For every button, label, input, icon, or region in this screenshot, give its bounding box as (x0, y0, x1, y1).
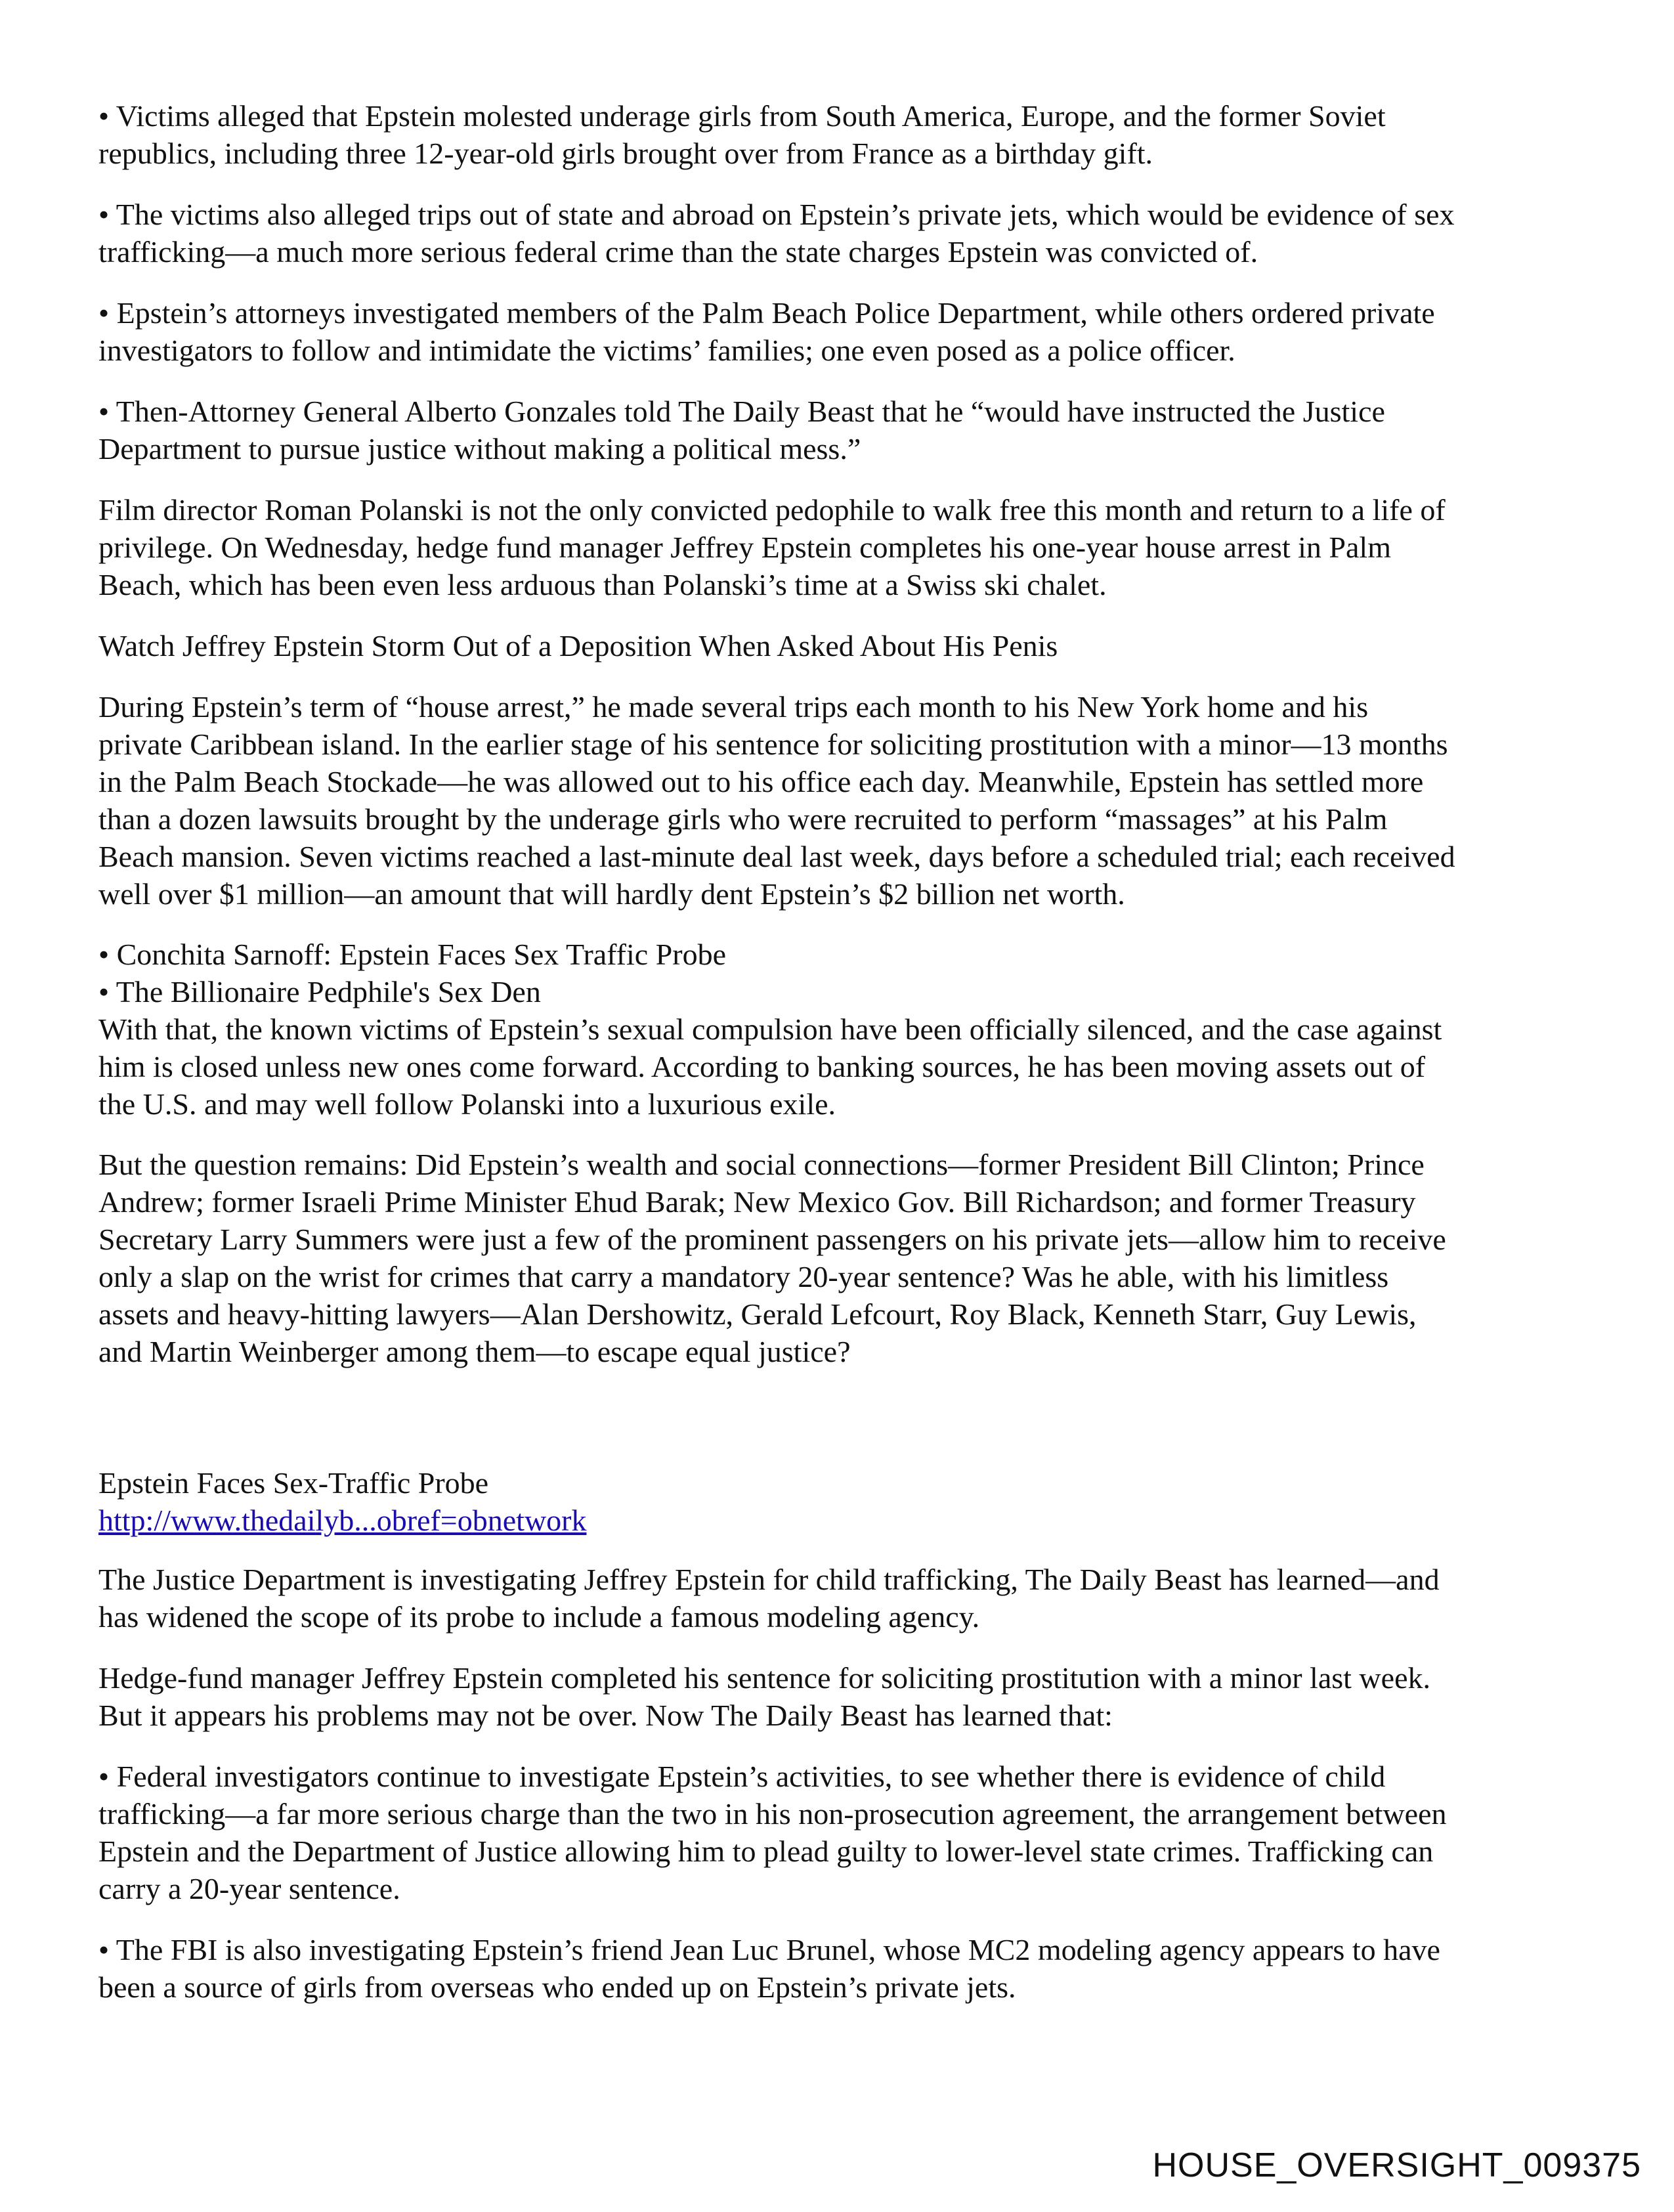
paragraph-house-arrest (98, 688, 1608, 913)
text-line: But the question remains: Did Epstein’s wealth and social connections—former President Bill Clinton; Prince (98, 1148, 1425, 1181)
text-line: • Victims alleged that Epstein molested underage girls from South America, Europe, and the former Soviet (98, 99, 1386, 133)
text-line: assets and heavy-hitting lawyers—Alan Dershowitz, Gerald Lefcourt, Roy Black, Kenneth Starr, Guy Lewis, (98, 1297, 1417, 1331)
text-line: • Then-Attorney General Alberto Gonzales told The Daily Beast that he “would have instructed the Justice (98, 395, 1385, 428)
text-line: • The Billionaire Pedphile's Sex Den (98, 975, 541, 1008)
text-line: • Conchita Sarnoff: Epstein Faces Sex Traffic Probe (98, 938, 727, 971)
text-line: private Caribbean island. In the earlier stage of his sentence for soliciting prostitution with a minor—13 months (98, 727, 1448, 761)
bates-number: HOUSE_OVERSIGHT_009375 (1152, 2146, 1641, 2184)
text-line: But it appears his problems may not be over. Now The Daily Beast has learned that: (98, 1699, 1113, 1732)
text-line: in the Palm Beach Stockade—he was allowed out to his office each day. Meanwhile, Epstein has settled more (98, 765, 1424, 798)
source-link[interactable]: http://www.thedailyb...obref=obnetwork (98, 1504, 587, 1537)
text-line: • The victims also alleged trips out of state and abroad on Epstein’s private jets, which would be evidence of sex (98, 198, 1455, 231)
bullet-victims-alleged (98, 97, 1608, 172)
text-line: well over $1 million—an amount that will hardly dent Epstein’s $2 billion net worth. (98, 877, 1125, 911)
bullet-gonzales-quote (98, 393, 1608, 467)
text-line: • The FBI is also investigating Epstein’s friend Jean Luc Brunel, whose MC2 modeling agency appears to have (98, 1933, 1440, 1966)
text-line: has widened the scope of its probe to include a famous modeling agency. (98, 1600, 980, 1634)
text-line: • Epstein’s attorneys investigated members of the Palm Beach Police Department, while others ordered private (98, 296, 1435, 330)
bullet-federal-investigators (98, 1758, 1608, 1907)
text-line: Hedge-fund manager Jeffrey Epstein completed his sentence for soliciting prostitution with a minor last week. (98, 1661, 1430, 1695)
paragraph-sentence-completed (98, 1659, 1608, 1734)
paragraph-question-remains (98, 1146, 1608, 1370)
text-line: been a source of girls from overseas who ended up on Epstein’s private jets. (98, 1970, 1016, 2004)
text-line: carry a 20-year sentence. (98, 1872, 400, 1905)
text-line: With that, the known victims of Epstein’s sexual compulsion have been officially silenced, and the case against (98, 1012, 1442, 1046)
bullet-private-jets (98, 196, 1608, 271)
article-title (98, 1464, 1608, 1502)
text-line: the U.S. and may well follow Polanski into a luxurious exile. (98, 1087, 836, 1121)
text-line: • Federal investigators continue to investigate Epstein’s activities, to see whether there is evidence of child (98, 1760, 1386, 1793)
text-line: privilege. On Wednesday, hedge fund manager Jeffrey Epstein completes his one-year house arrest in Palm (98, 531, 1391, 564)
text-line: Film director Roman Polanski is not the only convicted pedophile to walk free this month and return to a life of (98, 493, 1446, 527)
article-link-paragraph (98, 1502, 1608, 1539)
text-line: Beach, which has been even less arduous than Polanski’s time at a Swiss ski chalet. (98, 568, 1107, 601)
text-line: Epstein and the Department of Justice allowing him to plead guilty to lower-level state crimes. Trafficking can (98, 1834, 1434, 1868)
text-line: investigators to follow and intimidate the victims’ families; one even posed as a police officer. (98, 334, 1235, 367)
bullet-fbi-brunel (98, 1931, 1608, 2006)
text-line: Andrew; former Israeli Prime Minister Ehud Barak; New Mexico Gov. Bill Richardson; and former Treasury (98, 1185, 1416, 1219)
text-line: Epstein Faces Sex-Traffic Probe (98, 1466, 489, 1500)
text-line: The Justice Department is investigating Jeffrey Epstein for child trafficking, The Daily Beast has learned—and (98, 1563, 1440, 1596)
text-line: than a dozen lawsuits brought by the underage girls who were recruited to perform “massages” at his Palm (98, 802, 1388, 836)
text-line: Watch Jeffrey Epstein Storm Out of a Deposition When Asked About His Penis (98, 629, 1058, 662)
paragraph-justice-department (98, 1561, 1608, 1636)
text-line: trafficking—a far more serious charge than the two in his non-prosecution agreement, the arrangement between (98, 1797, 1447, 1831)
text-line: During Epstein’s term of “house arrest,” he made several trips each month to his New York home and his (98, 690, 1369, 724)
paragraph-related-links-and-exile (98, 936, 1608, 1123)
paragraph-polanski (98, 491, 1608, 603)
text-line: Department to pursue justice without making a political mess.” (98, 432, 861, 466)
text-line: Secretary Larry Summers were just a few of the prominent passengers on his private jets—allow him to receive (98, 1223, 1446, 1256)
bullet-attorneys-investigated (98, 294, 1608, 369)
text-line: and Martin Weinberger among them—to escape equal justice? (98, 1335, 851, 1368)
text-line: Beach mansion. Seven victims reached a last-minute deal last week, days before a scheduled trial; each received (98, 840, 1455, 873)
text-line: trafficking—a much more serious federal crime than the state charges Epstein was convicted of. (98, 235, 1258, 269)
text-line: him is closed unless new ones come forward. According to banking sources, he has been moving assets out of (98, 1050, 1426, 1083)
text-line: only a slap on the wrist for crimes that carry a mandatory 20-year sentence? Was he able, with his limitless (98, 1260, 1389, 1293)
text-line: republics, including three 12-year-old girls brought over from France as a birthday gift. (98, 137, 1153, 170)
paragraph-watch-deposition (98, 627, 1608, 664)
